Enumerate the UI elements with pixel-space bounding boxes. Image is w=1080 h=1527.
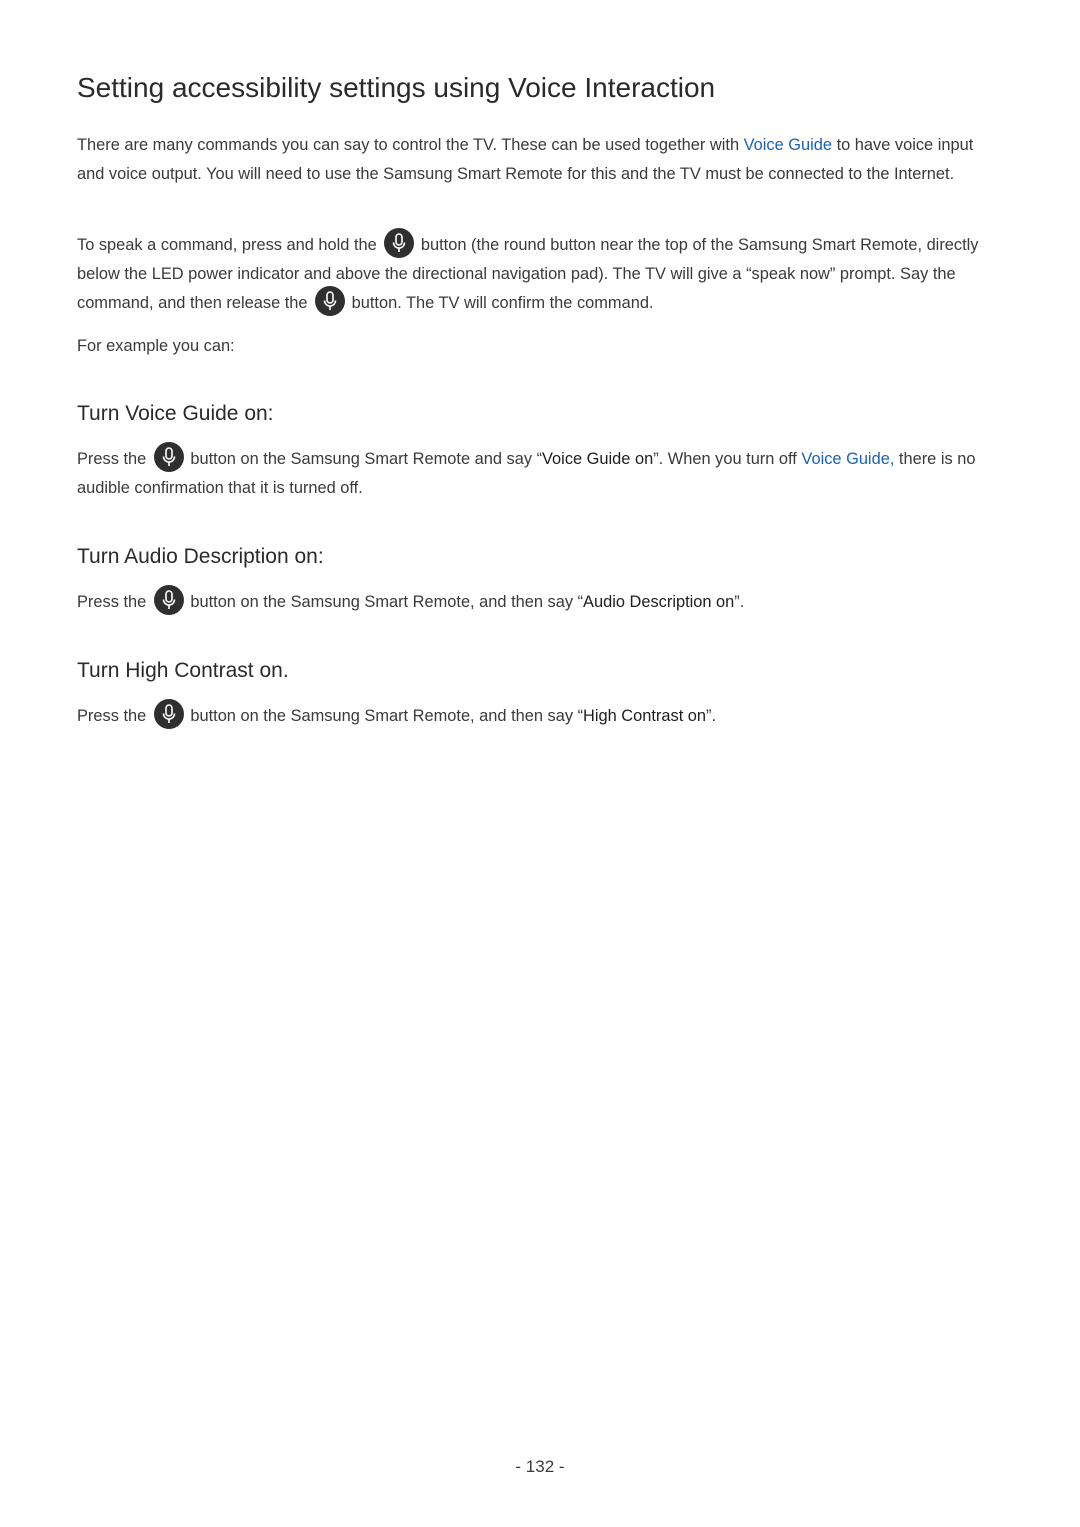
- intro-text: button. The TV will confirm the command.: [347, 294, 654, 312]
- section-body-high-contrast: [77, 702, 997, 731]
- microphone-icon: [315, 286, 345, 316]
- body-text: ”.: [734, 593, 745, 611]
- body-text: button on the Samsung Smart Remote, and then say “: [185, 593, 584, 611]
- body-text: Press the: [77, 593, 151, 611]
- body-text: ”.: [706, 707, 717, 725]
- command-term: Voice Guide on: [542, 450, 654, 468]
- command-term: Audio Description on: [583, 593, 735, 611]
- intro-text: For example you can:: [77, 337, 235, 355]
- section-body-audio-description: [77, 588, 997, 617]
- body-text: Press the: [77, 450, 151, 468]
- intro-paragraph-3: [77, 332, 997, 361]
- voice-guide-link[interactable]: Voice Guide: [743, 136, 833, 154]
- body-text: button on the Samsung Smart Remote, and then say “: [185, 707, 584, 725]
- intro-text: button (the round button near the top of the Samsung Smart Remote, directly below the LED power indicator and above the directional navigation pad). The TV will give a “speak now” prompt. Say the command, and then release the: [77, 236, 979, 312]
- body-text: button on the Samsung Smart Remote and say “: [185, 450, 543, 468]
- body-text: there is no audible confirmation that it is turned off.: [77, 450, 976, 497]
- intro-paragraph-2: [77, 231, 997, 318]
- page-title: Setting accessibility settings using Voice Interaction: [77, 72, 716, 103]
- body-text: ”. When you turn off: [653, 450, 802, 468]
- intro-text: to have voice input and voice output. You will need to use the Samsung Smart Remote for this and the TV must be connected to the Internet.: [77, 136, 974, 183]
- voice-guide-link[interactable]: Voice Guide,: [801, 450, 895, 468]
- intro-text: There are many commands you can say to control the TV. These can be used together with: [77, 136, 744, 154]
- section-body-voice-guide: [77, 445, 997, 503]
- microphone-icon: [154, 442, 184, 472]
- intro-text: To speak a command, press and hold the: [77, 236, 382, 254]
- microphone-icon: [154, 585, 184, 615]
- page-number: - 132 -: [515, 1457, 565, 1476]
- section-heading-voice-guide: Turn Voice Guide on:: [77, 402, 274, 425]
- section-heading-high-contrast: Turn High Contrast on.: [77, 659, 289, 682]
- section-heading-audio-description: Turn Audio Description on:: [77, 545, 324, 568]
- body-text: Press the: [77, 707, 151, 725]
- microphone-icon: [384, 228, 414, 258]
- microphone-icon: [154, 699, 184, 729]
- intro-paragraph-1: [77, 131, 997, 189]
- command-term: High Contrast on: [583, 707, 707, 725]
